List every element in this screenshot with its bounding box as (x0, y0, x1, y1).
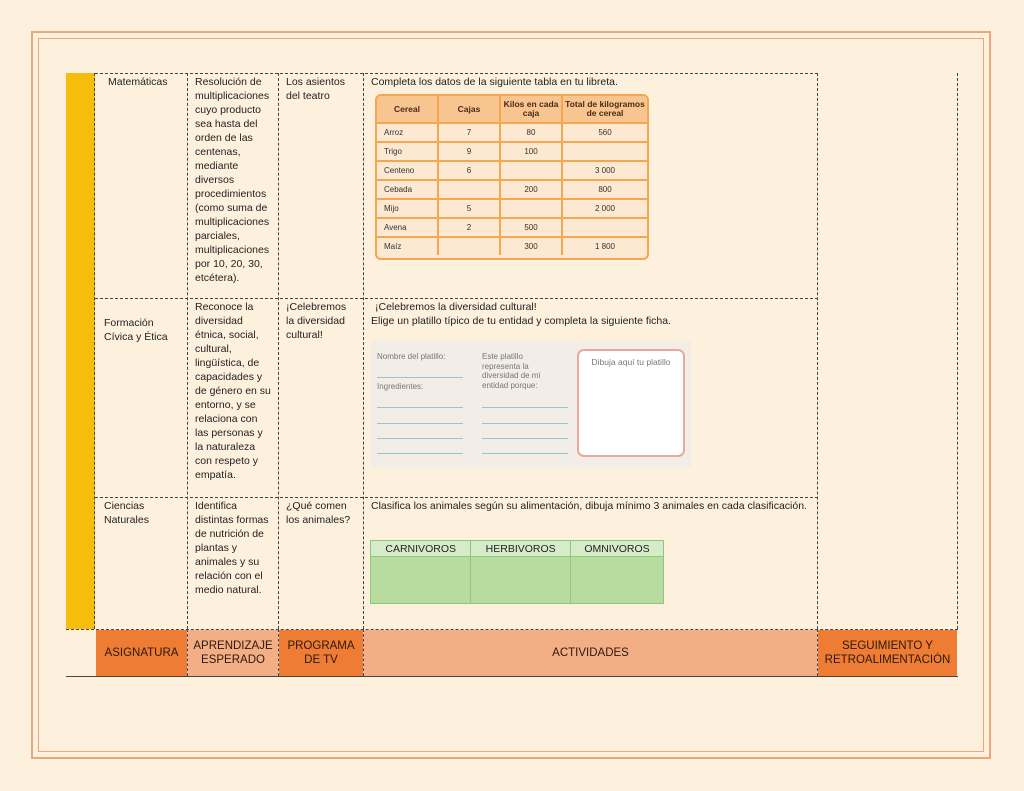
cereal-header-cell: Total de kilogramos de cereal (562, 96, 647, 123)
row2-actividad (364, 299, 814, 329)
row3-aprendizaje: Identifica distintas formas de nutrición de plantas y animales y su relación con el medio natural. (195, 500, 269, 596)
clasificacion-cell (371, 557, 471, 604)
ficha-dibujo-box (577, 349, 685, 457)
cereal-header-cell: Kilos en cada caja (500, 96, 562, 123)
ficha-line (377, 453, 463, 454)
table-cell: Arroz (377, 123, 438, 142)
ficha-dibuja-label: Dibuja aquí tu platillo (591, 357, 671, 367)
ficha-line (377, 407, 463, 408)
table-row (371, 557, 664, 604)
table-cell: 5 (438, 199, 500, 218)
grid-line (817, 629, 818, 676)
table-cell: Centeno (377, 161, 438, 180)
table-row (377, 161, 647, 180)
row3-actividad: Clasifica los animales según su alimentación, dibuja mínimo 3 animales en cada clasificación. (371, 500, 807, 512)
table-cell: 9 (438, 142, 500, 161)
table-cell: 6 (438, 161, 500, 180)
table-cell: Trigo (377, 142, 438, 161)
grid-line (278, 73, 279, 629)
clasificacion-header-cell: HERBIVOROS (471, 541, 571, 557)
grid-line (817, 73, 818, 629)
table-row (377, 199, 647, 218)
row3-asignatura: Ciencias Naturales (104, 500, 149, 526)
table-cell: 3 000 (562, 161, 647, 180)
grid-line (957, 73, 958, 629)
clasificacion-header (371, 541, 664, 557)
row1-aprendizaje: Resolución de multiplicaciones cuyo producto sea hasta del orden de las centenas, mediante diversos procedimientos (como suma de multiplicaciones parciales, multiplicaciones por 10, 20, 30, etcétera). (195, 76, 270, 284)
ficha-representa-label: Este platillo representa la diversidad de mi entidad porque: (482, 352, 541, 390)
row1-programa: Los asientos del teatro (286, 76, 345, 102)
grid-line (278, 629, 279, 676)
table-cell: Maíz (377, 237, 438, 255)
grid-line (66, 676, 958, 677)
footer-aprendizaje: APRENDIZAJE ESPERADO (188, 630, 278, 676)
table-cell: 2 000 (562, 199, 647, 218)
table-cell (500, 199, 562, 218)
table-cell: 560 (562, 123, 647, 142)
cereal-table (375, 94, 649, 260)
table-cell: 800 (562, 180, 647, 199)
clasificacion-table (370, 540, 664, 604)
row2-actividad-title: ¡Celebremos la diversidad cultural! (375, 301, 537, 313)
table-cell: 80 (500, 123, 562, 142)
clasificacion-cell (570, 557, 663, 604)
table-cell: Cebada (377, 180, 438, 199)
row3-programa: ¿Qué comen los animales? (286, 500, 351, 526)
ficha-line (377, 377, 463, 378)
table-cell: 300 (500, 237, 562, 255)
table-row (377, 180, 647, 199)
table-cell: 100 (500, 142, 562, 161)
clasificacion-header-cell: CARNIVOROS (371, 541, 471, 557)
row2-aprendizaje: Reconoce la diversidad étnica, social, cultural, lingüística, de capacidades y de género en su entorno, y se relaciona con las personas y la naturaleza con respeto y empatía. (195, 301, 271, 481)
ficha-line (482, 438, 568, 439)
cereal-table-header (377, 96, 647, 123)
grid-line (187, 629, 188, 676)
lesson-plan-table (66, 73, 958, 677)
footer-actividades: ACTIVIDADES (364, 630, 817, 676)
yellow-side-stripe (66, 73, 95, 629)
row2-actividad-text: Elige un platillo típico de tu entidad y completa la siguiente ficha. (371, 315, 672, 327)
ficha-ingredientes-label: Ingredientes: (377, 382, 424, 391)
table-row (377, 123, 647, 142)
ficha-line (377, 423, 463, 424)
footer-seguimiento: SEGUIMIENTO Y RETROALIMENTACIÓN (818, 630, 957, 676)
table-cell (438, 237, 500, 255)
table-cell: Mijo (377, 199, 438, 218)
table-cell: 2 (438, 218, 500, 237)
footer-asignatura: ASIGNATURA (96, 630, 187, 676)
ficha-nombre-label: Nombre del platillo: (377, 352, 446, 361)
table-cell: Avena (377, 218, 438, 237)
table-row (377, 237, 647, 255)
cereal-header-cell: Cajas (438, 96, 500, 123)
table-row (377, 142, 647, 161)
table-cell (562, 218, 647, 237)
table-cell: 7 (438, 123, 500, 142)
row1-asignatura: Matemáticas (108, 76, 168, 88)
row2-asignatura: Formación Cívica y Ética (104, 317, 168, 343)
ficha-line (377, 438, 463, 439)
table-cell (438, 180, 500, 199)
grid-line (363, 73, 364, 629)
clasificacion-cell (471, 557, 571, 604)
ficha-line (482, 407, 568, 408)
footer-programa: PROGRAMA DE TV (279, 630, 363, 676)
row2-programa: ¡Celebremos la diversidad cultural! (286, 301, 347, 341)
table-cell: 200 (500, 180, 562, 199)
table-cell: 500 (500, 218, 562, 237)
row1-actividad: Completa los datos de la siguiente tabla en tu libreta. (371, 76, 618, 88)
table-cell (562, 142, 647, 161)
table-cell: 1 800 (562, 237, 647, 255)
platillo-card (371, 341, 691, 467)
table-cell (500, 161, 562, 180)
ficha-line (482, 453, 568, 454)
grid-line (363, 629, 364, 676)
clasificacion-header-cell: OMNIVOROS (570, 541, 663, 557)
cereal-header-cell: Cereal (377, 96, 438, 123)
ficha-line (482, 423, 568, 424)
table-row (377, 218, 647, 237)
